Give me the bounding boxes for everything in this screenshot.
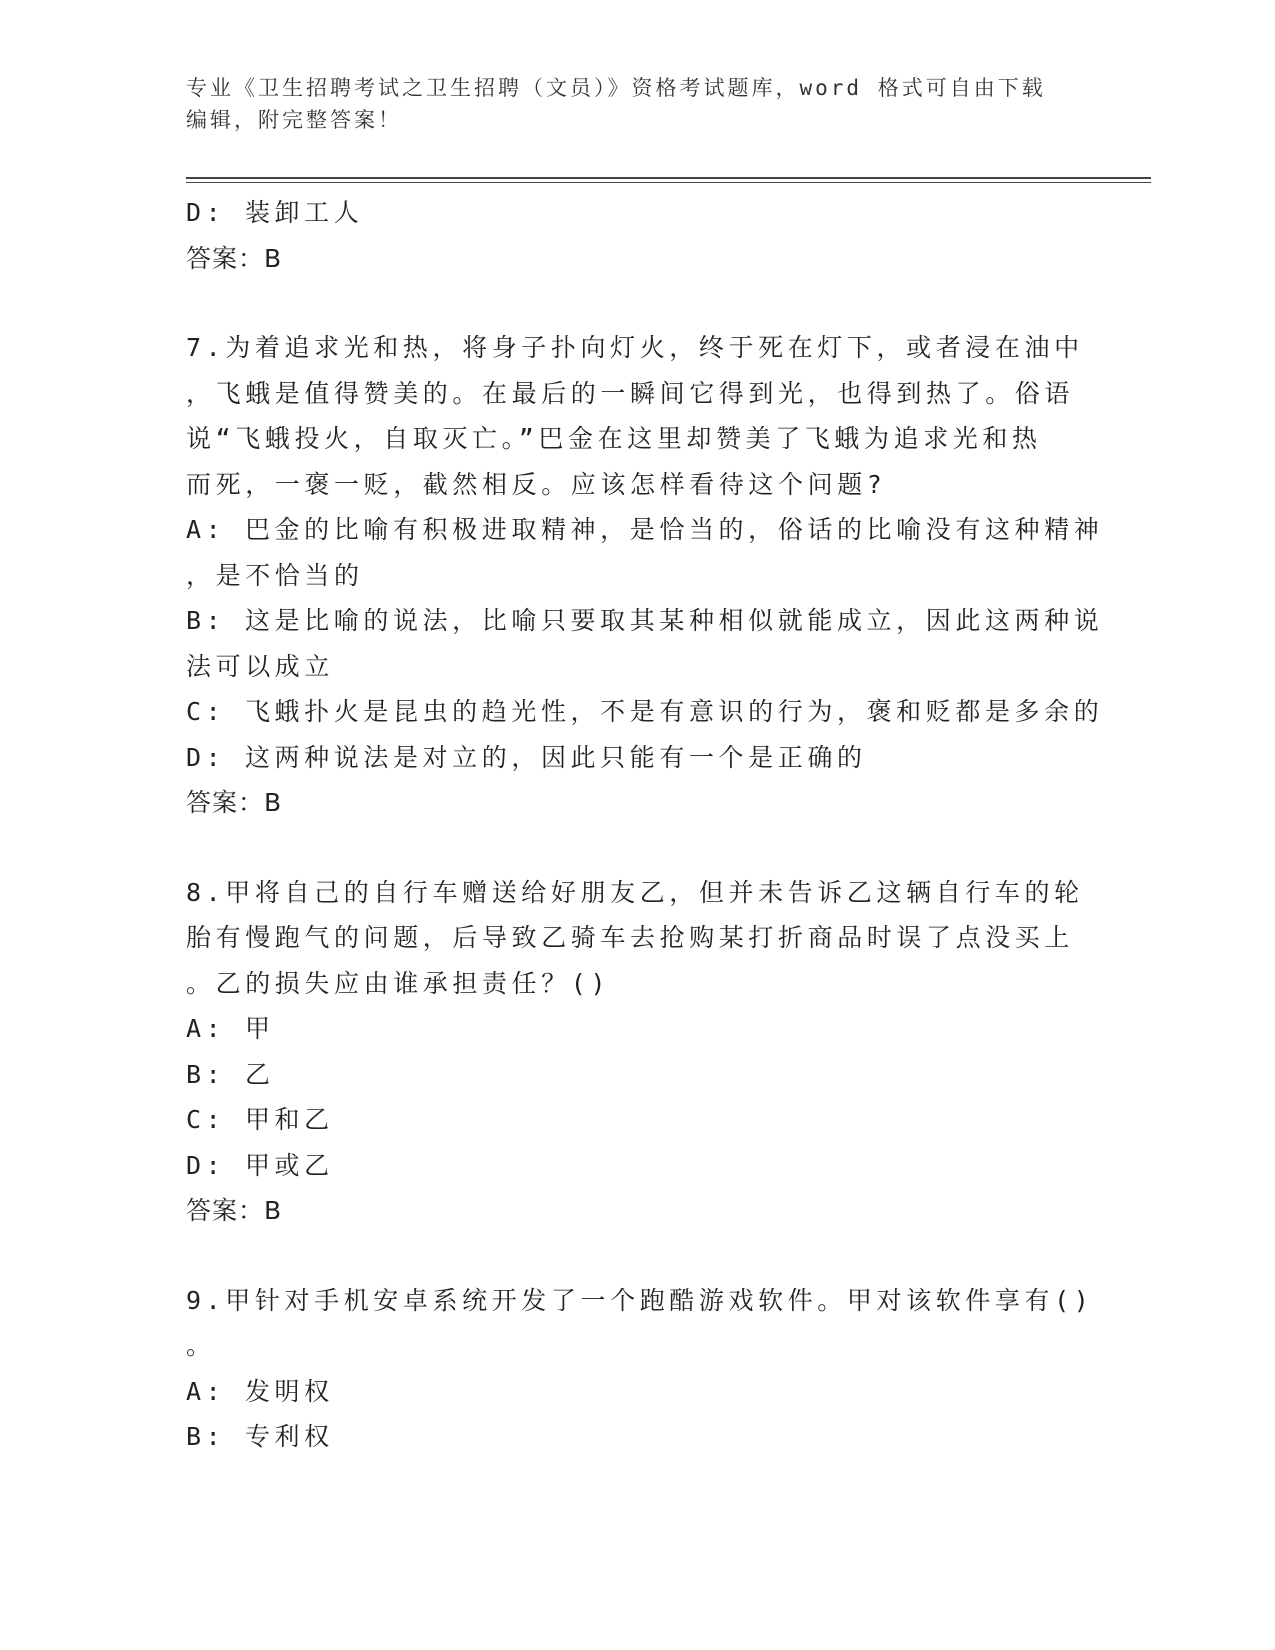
option-b-continued: 法可以成立 <box>186 651 335 681</box>
question-stem-line: 7.为着追求光和热，将身子扑向灯火，终于死在灯下，或者浸在油中 <box>186 333 1084 362</box>
option-d: D: 装卸工人 <box>186 198 364 227</box>
question-stem-line: 说“飞蛾投火，自取灭亡。”巴金在这里却赞美了飞蛾为追求光和热 <box>186 424 1042 453</box>
header-line-2: 编辑，附完整答案！ <box>186 108 402 132</box>
spacer <box>186 1234 1076 1278</box>
spacer <box>186 826 1076 870</box>
question-stem-line: ，飞蛾是值得赞美的。在最后的一瞬间它得到光，也得到热了。俗语 <box>186 378 1075 408</box>
option-c: C: 甲和乙 <box>186 1105 334 1134</box>
option-a: A: 甲 <box>186 1014 275 1043</box>
option-b: B: 专利权 <box>186 1422 334 1451</box>
question-stem-line: 而死，一褒一贬，截然相反。应该怎样看待这个问题? <box>186 469 887 499</box>
option-a: A: 巴金的比喻有积极进取精神，是恰当的，俗话的比喻没有这种精神 <box>186 515 1104 544</box>
header-line-1: 专业《卫生招聘考试之卫生招聘（文员）》资格考试题库，word 格式可自由下载 <box>186 76 1046 100</box>
question-9 <box>186 1278 1094 1460</box>
question-8 <box>186 870 1084 1234</box>
question-6-tail <box>186 190 1076 281</box>
page-header <box>186 72 1066 136</box>
header-divider-thick <box>186 177 1151 179</box>
option-b: B: 乙 <box>186 1059 275 1089</box>
header-divider-thin <box>186 182 1151 183</box>
question-stem-line: 。乙的损失应由谁承担责任？() <box>186 968 611 998</box>
option-d: D: 这两种说法是对立的，因此只能有一个是正确的 <box>186 742 867 772</box>
spacer <box>186 281 1076 325</box>
option-b: B: 这是比喻的说法，比喻只要取其某种相似就能成立，因此这两种说 <box>186 606 1104 635</box>
question-stem-line: 9.甲针对手机安卓系统开发了一个跑酷游戏软件。甲对该软件享有() <box>186 1285 1094 1315</box>
answer-line: 答案：B <box>186 1196 283 1225</box>
option-c: C: 飞蛾扑火是昆虫的趋光性，不是有意识的行为，褒和贬都是多余的 <box>186 697 1104 726</box>
answer-line: 答案：B <box>186 788 283 817</box>
question-7 <box>186 325 1104 826</box>
question-list <box>186 190 1104 1460</box>
option-a: A: 发明权 <box>186 1376 334 1406</box>
question-stem-line: 胎有慢跑气的问题，后导致乙骑车去抢购某打折商品时误了点没买上 <box>186 923 1075 952</box>
option-d: D: 甲或乙 <box>186 1150 334 1180</box>
question-stem-line: 8.甲将自己的自行车赠送给好朋友乙，但并未告诉乙这辆自行车的轮 <box>186 877 1084 907</box>
question-stem-line: 。 <box>186 1331 216 1360</box>
answer-line: 答案：B <box>186 243 283 273</box>
option-a-continued: ，是不恰当的 <box>186 560 364 590</box>
